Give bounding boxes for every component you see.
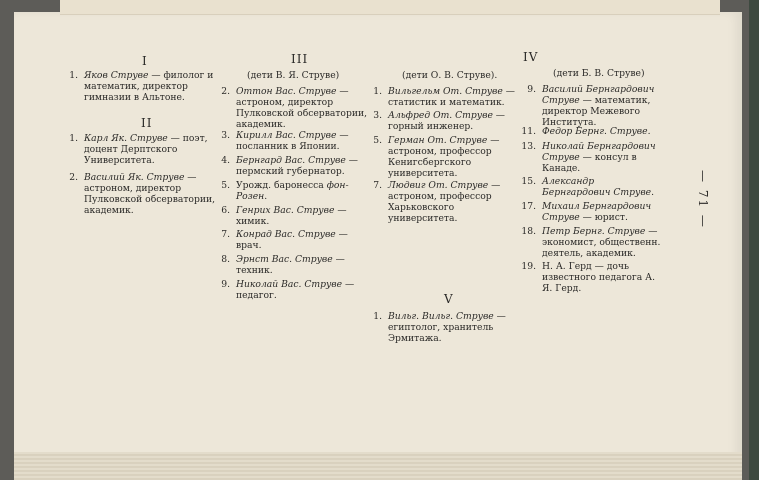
section-heading-IV: IV (523, 50, 539, 64)
section-O-subtitle: (дети О. В. Струве). (402, 70, 498, 81)
section-heading-V: V (444, 292, 454, 306)
section-heading-III: III (291, 52, 309, 66)
previous-page-edge (60, 0, 720, 15)
section-IV-subtitle: (дети Б. В. Струве) (553, 68, 645, 79)
section-heading-I: I (142, 54, 148, 68)
section-III-subtitle: (дети В. Я. Струве) (247, 70, 340, 81)
page-number: — 71 — (696, 170, 710, 229)
page-stack-edge (14, 452, 742, 480)
book-spine (749, 0, 759, 480)
section-heading-II: II (141, 116, 153, 130)
